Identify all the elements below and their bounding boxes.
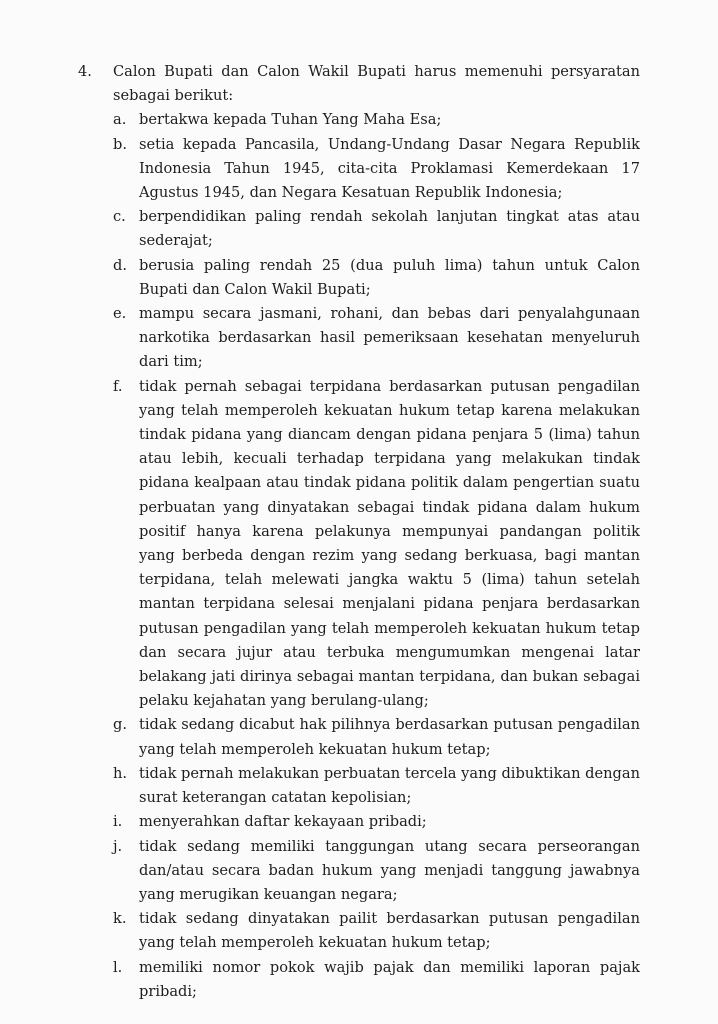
requirement-i xyxy=(113,810,640,834)
item-body xyxy=(113,60,640,1004)
requirement-letter: k. xyxy=(113,910,127,928)
requirement-letter: d. xyxy=(113,256,127,274)
document-page xyxy=(78,60,640,1004)
numbered-item-4 xyxy=(78,60,640,1004)
requirement-j xyxy=(113,835,640,908)
requirement-text: berpendidikan paling rendah sekolah lanjutan tingkat atas atau sederajat; xyxy=(139,208,640,250)
requirement-e xyxy=(113,302,640,375)
requirement-text: tidak sedang dicabut hak pilihnya berdasarkan putusan pengadilan yang telah memperoleh kekuatan hukum tetap; xyxy=(139,716,640,758)
requirement-b xyxy=(113,133,640,206)
requirement-letter: j. xyxy=(113,837,123,855)
requirement-text: berusia paling rendah 25 (dua puluh lima) tahun untuk Calon Bupati dan Calon Wakil Bupati; xyxy=(139,256,640,298)
item-intro: Calon Bupati dan Calon Wakil Bupati harus memenuhi persyaratan sebagai berikut: xyxy=(113,63,640,105)
requirement-letter: c. xyxy=(113,208,126,226)
requirement-letter: l. xyxy=(113,958,123,976)
requirement-text: menyerahkan daftar kekayaan pribadi; xyxy=(139,813,427,831)
requirement-letter: a. xyxy=(113,111,127,129)
requirement-a xyxy=(113,108,640,132)
requirement-k xyxy=(113,907,640,955)
requirement-c xyxy=(113,205,640,253)
requirement-text: tidak pernah sebagai terpidana berdasarkan putusan pengadilan yang telah memperoleh kekuatan hukum tetap karena melakukan tindak pidana yang diancam dengan pidana penjara 5 (lima) tahun atau lebih, kecuali terhadap terpidana yang melakukan tindak pidana kealpaan atau tindak pidana politik dalam pengertian suatu perbuatan yang dinyatakan sebagai tindak pidana dalam hukum positif hanya karena pelakunya mempunyai pandangan politik yang berbeda dengan rezim yang sedang berkuasa, bagi mantan terpidana, telah melewati jangka waktu 5 (lima) tahun setelah mantan terpidana selesai menjalani pidana penjara berdasarkan putusan pengadilan yang telah memperoleh kekuatan hukum tetap dan secara jujur atau terbuka mengumumkan mengenai latar belakang jati dirinya sebagai mantan terpidana, dan bukan sebagai pelaku kejahatan yang berulang-ulang; xyxy=(139,377,640,710)
requirement-text: tidak sedang dinyatakan pailit berdasarkan putusan pengadilan yang telah memperoleh kekuatan hukum tetap; xyxy=(139,910,640,952)
requirement-text: bertakwa kepada Tuhan Yang Maha Esa; xyxy=(139,111,442,129)
requirement-letter: e. xyxy=(113,305,127,323)
requirement-letter: g. xyxy=(113,716,127,734)
requirement-l xyxy=(113,956,640,1004)
requirement-text: tidak sedang memiliki tanggungan utang secara perseorangan dan/atau secara badan hukum yang menjadi tanggung jawabnya yang merugikan keuangan negara; xyxy=(139,837,640,903)
requirement-text: tidak pernah melakukan perbuatan tercela yang dibuktikan dengan surat keterangan catatan kepolisian; xyxy=(139,764,640,807)
requirement-text: mampu secara jasmani, rohani, dan bebas dari penyalahgunaan narkotika berdasarkan hasil pemeriksaan kesehatan menyeluruh dari tim; xyxy=(139,305,640,371)
requirement-h xyxy=(113,762,640,810)
requirement-letter: b. xyxy=(113,135,127,153)
requirement-letter: i. xyxy=(113,813,123,831)
requirement-f xyxy=(113,375,640,714)
requirement-letter: h. xyxy=(113,764,128,782)
requirement-text: setia kepada Pancasila, Undang-Undang Dasar Negara Republik Indonesia Tahun 1945, cita-cita Proklamasi Kemerdekaan 17 Agustus 1945, dan Negara Kesatuan Republik Indonesia; xyxy=(139,135,640,202)
requirement-d xyxy=(113,254,640,302)
requirement-letter: f. xyxy=(113,377,123,395)
item-number: 4. xyxy=(78,63,92,80)
requirement-text: memiliki nomor pokok wajib pajak dan memiliki laporan pajak pribadi; xyxy=(139,958,640,1000)
requirement-g xyxy=(113,713,640,761)
